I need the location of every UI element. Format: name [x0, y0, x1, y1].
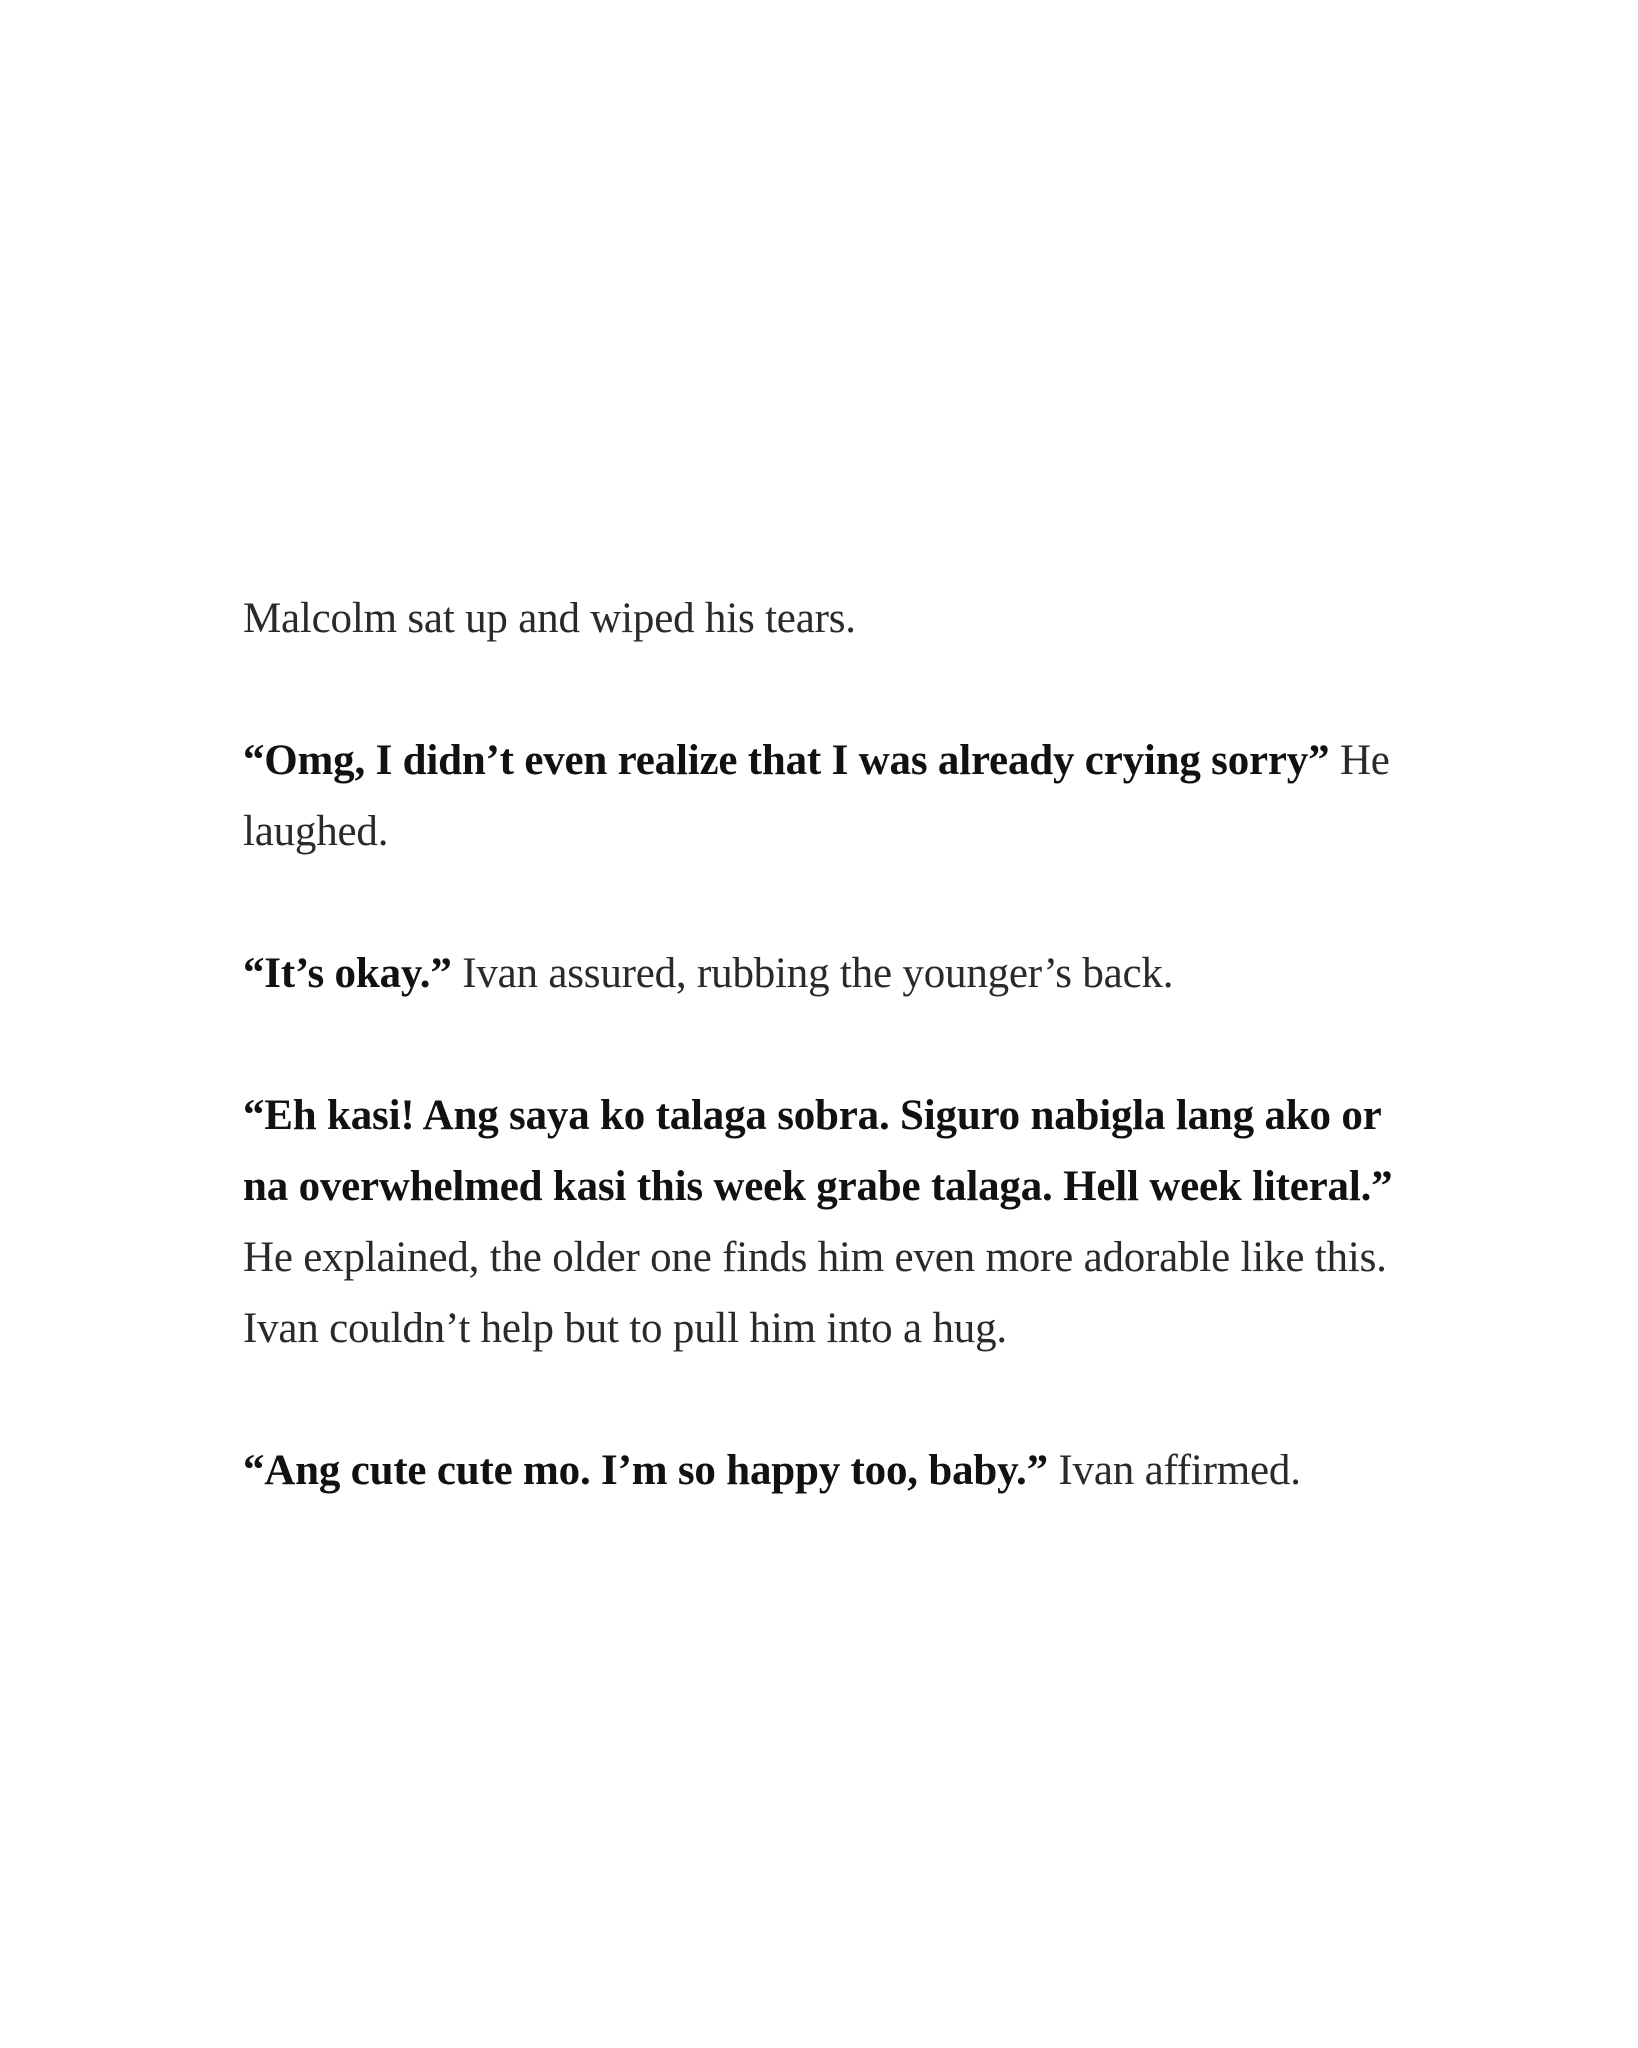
paragraph-3: [243, 938, 1423, 1009]
dialogue-4: “Eh kasi! Ang saya ko talaga sobra. Siguro nabigla lang ako or na overwhelmed kasi this week grabe talaga. Hell week literal.”: [243, 1092, 1393, 1210]
narration-4: He explained, the older one finds him even more adorable like this. Ivan couldn’t help but to pull him into a hug.: [243, 1234, 1387, 1352]
dialogue-5: “Ang cute cute mo. I’m so happy too, baby.”: [243, 1447, 1048, 1494]
dialogue-2: “Omg, I didn’t even realize that I was already crying sorry”: [243, 737, 1330, 784]
paragraph-4: [243, 1080, 1423, 1364]
dialogue-3: “It’s okay.”: [243, 950, 452, 997]
paragraph-2: [243, 725, 1423, 867]
paragraph-1: [243, 583, 1423, 654]
story-text: [243, 583, 1423, 1506]
narration-5: Ivan affirmed.: [1047, 1447, 1301, 1494]
narration-1: Malcolm sat up and wiped his tears.: [243, 595, 856, 642]
narration-2: He laughed.: [243, 737, 1390, 855]
paragraph-5: [243, 1435, 1423, 1506]
narration-3: Ivan assured, rubbing the younger’s back.: [451, 950, 1174, 997]
